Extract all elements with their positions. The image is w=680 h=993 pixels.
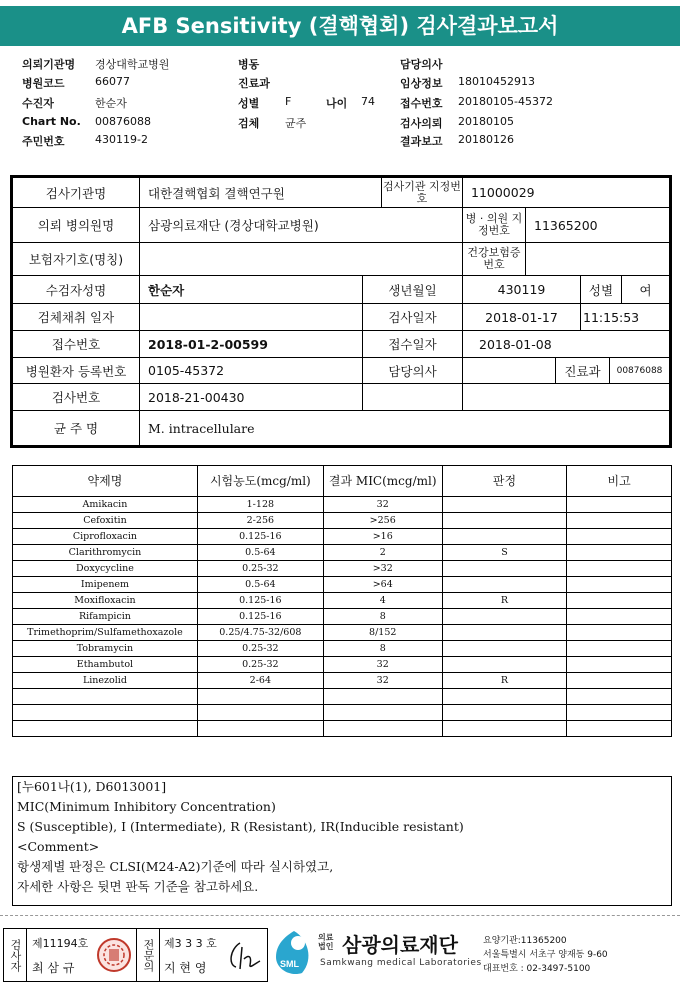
note-line: 항생제별 판정은 CLSI(M24-A2)기준에 따라 실시하였고, — [17, 859, 334, 874]
col-drug: 약제명 — [13, 466, 198, 497]
remark — [567, 561, 672, 577]
drug-name: Clarithromycin — [13, 545, 198, 561]
tester-label: 검사자 — [4, 929, 27, 981]
blank-cell — [462, 383, 670, 411]
header-value: 한순자 — [95, 97, 127, 110]
insurance-no — [525, 242, 670, 276]
drug-name: Cefoxitin — [13, 513, 198, 529]
remark — [567, 705, 672, 721]
footer-divider — [0, 915, 680, 916]
drug-name — [13, 705, 198, 721]
report-title: AFB Sensitivity (결핵협회) 검사결과보고서 — [0, 6, 680, 46]
interpretation — [442, 497, 567, 513]
test-range — [197, 689, 323, 705]
header-age: 74 — [361, 95, 375, 108]
drug-name: Rifampicin — [13, 609, 198, 625]
header-value: 430119-2 — [95, 133, 148, 146]
test-range: 0.25-32 — [197, 561, 323, 577]
org-address: 서울특별시 서초구 양재동 9-60 — [483, 950, 608, 960]
header-specimen-label: 검체 — [238, 117, 260, 130]
hosp-code-label: 병 · 의원 지정번호 — [462, 207, 526, 243]
mic-value: 8 — [323, 609, 442, 625]
approver-license: 제3 3 3 호 — [164, 937, 217, 950]
report-footer — [0, 925, 680, 985]
table-row — [13, 609, 672, 625]
org-phone: 대표번호 : 02-3497-5100 — [483, 964, 591, 974]
test-range: 0.125-16 — [197, 593, 323, 609]
table-row — [13, 513, 672, 529]
test-range: 0.125-16 — [197, 529, 323, 545]
drug-name: Imipenem — [13, 577, 198, 593]
lab-code-label: 검사기관 지정번호 — [381, 177, 463, 208]
insurer-label: 보험자기호(명칭) — [12, 242, 140, 276]
header-dept: 진료과 — [238, 77, 270, 90]
header-value: 20180126 — [458, 133, 514, 146]
test-range: 2-64 — [197, 673, 323, 689]
test-range: 0.25/4.75-32/608 — [197, 625, 323, 641]
test-range: 0.5-64 — [197, 577, 323, 593]
header-row: 담당의사 — [400, 58, 443, 71]
drug-name: Amikacin — [13, 497, 198, 513]
header-age-label: 나이 — [326, 97, 348, 110]
insurer — [139, 242, 463, 276]
drug-name: Ethambutol — [13, 657, 198, 673]
test-range — [197, 721, 323, 737]
dob: 430119 — [462, 275, 581, 304]
approver-label: 전문의 — [136, 929, 160, 981]
test-time: 11:15:53 — [580, 303, 670, 331]
table-row — [13, 673, 672, 689]
remark — [567, 513, 672, 529]
doctor — [462, 357, 556, 384]
interpretation — [442, 561, 567, 577]
header-value: 18010452913 — [458, 75, 535, 88]
col-remark: 비고 — [567, 466, 672, 497]
remark — [567, 625, 672, 641]
note-line: [누601나(1), D6013001] — [17, 779, 167, 794]
insurance-no-label: 건강보험증 번호 — [462, 242, 526, 276]
test-date: 2018-01-17 — [462, 303, 581, 331]
table-row — [13, 689, 672, 705]
interpretation — [442, 705, 567, 721]
mic-value — [323, 689, 442, 705]
header-row: 임상정보 — [400, 77, 443, 90]
collect-date — [139, 303, 363, 331]
sex: 여 — [621, 275, 670, 304]
col-range: 시험농도(mcg/ml) — [197, 466, 323, 497]
mic-value: >16 — [323, 529, 442, 545]
test-range — [197, 705, 323, 721]
remark — [567, 529, 672, 545]
org-code: 요양기관:11365200 — [483, 936, 567, 946]
species-label: 균 주 명 — [12, 410, 140, 446]
interpretation — [442, 529, 567, 545]
table-row — [13, 561, 672, 577]
doctor-label: 담당의사 — [362, 357, 463, 384]
table-row — [13, 545, 672, 561]
mic-value: >256 — [323, 513, 442, 529]
org-prefix: 의료법인 — [318, 933, 334, 951]
org-name: 삼광의료재단 — [342, 933, 458, 957]
received-date: 2018-01-08 — [462, 330, 670, 358]
mic-value: >32 — [323, 561, 442, 577]
note-line: 자세한 사항은 뒷면 판독 기준을 참고하세요. — [17, 879, 259, 894]
remark — [567, 721, 672, 737]
interpretation — [442, 577, 567, 593]
test-no: 2018-21-00430 — [139, 383, 363, 411]
mic-value: 32 — [323, 673, 442, 689]
test-range: 0.125-16 — [197, 609, 323, 625]
mic-value: 32 — [323, 497, 442, 513]
mic-value: 8/152 — [323, 625, 442, 641]
test-range: 2-256 — [197, 513, 323, 529]
interpretation — [442, 689, 567, 705]
dept-value: 00876088 — [609, 357, 670, 384]
remark — [567, 657, 672, 673]
header-value: 20180105-45372 — [458, 95, 553, 108]
interpretation — [442, 721, 567, 737]
header-value: 경상대학교병원 — [95, 58, 170, 71]
remark — [567, 689, 672, 705]
req-hosp-label: 의뢰 병의원명 — [12, 207, 140, 243]
table-row — [13, 593, 672, 609]
col-mic: 결과 MIC(mcg/ml) — [323, 466, 442, 497]
remark — [567, 673, 672, 689]
interpretation: R — [442, 593, 567, 609]
susceptibility-table — [12, 465, 672, 737]
accession-label: 접수번호 — [12, 330, 140, 358]
remark — [567, 497, 672, 513]
table-row — [13, 529, 672, 545]
interpretation: S — [442, 545, 567, 561]
mic-value — [323, 721, 442, 737]
sex-label: 성별 — [580, 275, 622, 304]
remark — [567, 577, 672, 593]
table-row — [13, 497, 672, 513]
lab-name: 대한결핵협회 결핵연구원 — [139, 177, 382, 208]
test-range: 0.5-64 — [197, 545, 323, 561]
header-row: 접수번호 — [400, 97, 443, 110]
drug-name: Doxycycline — [13, 561, 198, 577]
header-row: 의뢰기관명 — [22, 58, 76, 71]
req-hosp: 삼광의료재단 (경상대학교병원) — [139, 207, 463, 243]
received-label: 접수일자 — [362, 330, 463, 358]
header-value: 20180105 — [458, 115, 514, 128]
sml-logo-text: SML — [280, 959, 299, 969]
header-value: 00876088 — [95, 115, 151, 128]
remark — [567, 609, 672, 625]
mic-value: 2 — [323, 545, 442, 561]
drug-name: Tobramycin — [13, 641, 198, 657]
mic-value: >64 — [323, 577, 442, 593]
test-range: 0.25-32 — [197, 641, 323, 657]
header-sex: F — [285, 95, 292, 108]
header-row: 주민번호 — [22, 135, 65, 148]
header-row: 검사의뢰 — [400, 117, 443, 130]
table-row — [13, 657, 672, 673]
header-row: 수진자 — [22, 97, 54, 110]
remark — [567, 593, 672, 609]
accession-no: 2018-01-2-00599 — [139, 330, 363, 358]
tester-name: 최 삼 규 — [32, 961, 75, 975]
header-ward: 병동 — [238, 58, 260, 71]
patient-label: 수검자성명 — [12, 275, 140, 304]
collect-label: 검체채취 일자 — [12, 303, 140, 331]
col-interpretation: 판정 — [442, 466, 567, 497]
table-row — [13, 641, 672, 657]
test-date-label: 검사일자 — [362, 303, 463, 331]
mic-value: 8 — [323, 641, 442, 657]
signature-icon — [222, 939, 262, 973]
interpretation — [442, 513, 567, 529]
blank-cell — [362, 383, 463, 411]
remark — [567, 641, 672, 657]
note-line: S (Susceptible), I (Intermediate), R (Resistant), IR(Inducible resistant) — [17, 819, 464, 834]
drug-name — [13, 689, 198, 705]
interpretation — [442, 657, 567, 673]
header-specimen: 균주 — [285, 117, 307, 130]
org-english-name: Samkwang medical Laboratories — [320, 958, 482, 968]
mic-value: 32 — [323, 657, 442, 673]
remark — [567, 545, 672, 561]
test-range: 0.25-32 — [197, 657, 323, 673]
note-line: MIC(Minimum Inhibitory Concentration) — [17, 799, 276, 814]
drug-name: Trimethoprim/Sulfamethoxazole — [13, 625, 198, 641]
dept-label: 진료과 — [555, 357, 610, 384]
test-range: 1-128 — [197, 497, 323, 513]
interpretation — [442, 609, 567, 625]
mic-value: 4 — [323, 593, 442, 609]
interpretation — [442, 641, 567, 657]
header-row: 결과보고 — [400, 135, 443, 148]
table-row — [13, 721, 672, 737]
dob-label: 생년월일 — [362, 275, 463, 304]
signature-box — [3, 928, 268, 982]
table-header-row — [13, 466, 672, 497]
interpretation: R — [442, 673, 567, 689]
tester-seal-icon — [96, 937, 132, 973]
test-no-label: 검사번호 — [12, 383, 140, 411]
lab-code: 11000029 — [462, 177, 670, 208]
approver-name: 지 현 영 — [164, 961, 207, 975]
species: M. intracellulare — [139, 410, 670, 446]
note-line: <Comment> — [17, 839, 100, 854]
table-row — [13, 577, 672, 593]
patient-name: 한순자 — [139, 275, 363, 304]
table-row — [13, 705, 672, 721]
lab-label: 검사기관명 — [12, 177, 140, 208]
header-value: 66077 — [95, 75, 130, 88]
drug-name: Linezolid — [13, 673, 198, 689]
hosp-code: 11365200 — [525, 207, 670, 243]
reg-label: 병원환자 등록번호 — [12, 357, 140, 384]
reg-no: 0105-45372 — [139, 357, 363, 384]
header-row: 병원코드 — [22, 77, 65, 90]
drug-name: Ciprofloxacin — [13, 529, 198, 545]
drug-name — [13, 721, 198, 737]
mic-value — [323, 705, 442, 721]
sml-logo-icon — [272, 929, 316, 977]
tester-license: 제11194호 — [32, 937, 89, 950]
header-row: Chart No. — [22, 115, 81, 128]
header-sex-label: 성별 — [238, 97, 260, 110]
drug-name: Moxifloxacin — [13, 593, 198, 609]
table-row — [13, 625, 672, 641]
interpretation — [442, 625, 567, 641]
notes-box — [12, 776, 672, 906]
